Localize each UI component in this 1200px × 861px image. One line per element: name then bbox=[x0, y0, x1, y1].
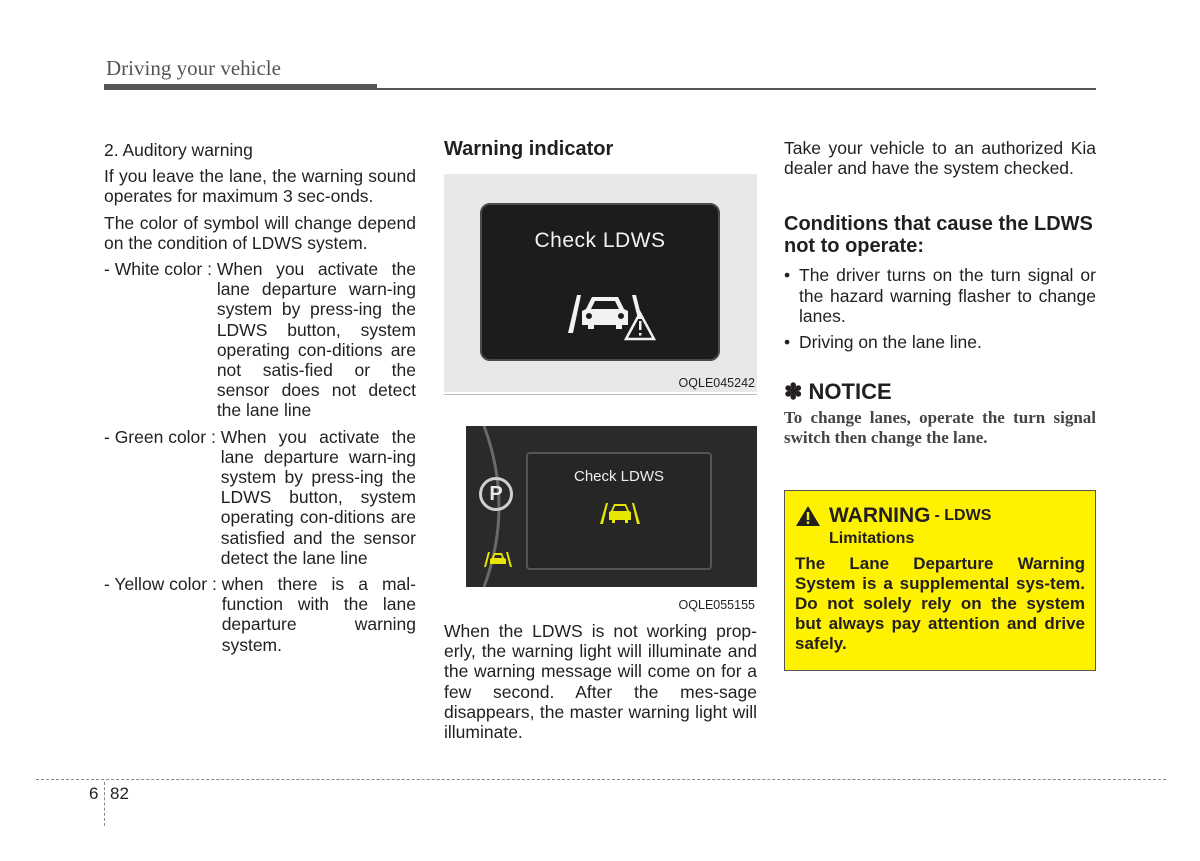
column-right bbox=[784, 138, 1096, 448]
cluster-panel bbox=[466, 426, 757, 587]
cluster-message: Check LDWS bbox=[573, 468, 665, 485]
color-label: - Yellow color : bbox=[104, 574, 222, 595]
small-lane-icon bbox=[483, 550, 513, 568]
color-label: - White color : bbox=[104, 259, 217, 280]
figure-cluster-display bbox=[444, 174, 757, 392]
lane-departure-warning-icon bbox=[598, 500, 642, 526]
auditory-title: 2. Auditory warning bbox=[104, 140, 253, 160]
color-label: - Green color : bbox=[104, 426, 221, 447]
column-middle bbox=[444, 138, 757, 168]
bullet-dot: • bbox=[784, 265, 791, 286]
figure-code: OQLE055155 bbox=[678, 598, 755, 612]
bullet-item bbox=[784, 332, 1096, 352]
color-row-yellow bbox=[104, 574, 416, 655]
color-desc: When you activate the lane departure warn-ing system by press-ing the LDWS button, system operating con-ditions are satisfied and the sensor detect the lane line bbox=[220, 426, 416, 568]
warning-triangle-icon bbox=[795, 505, 821, 527]
bullet-text: The driver turns on the turn signal or the hazard warning flasher to change lanes. bbox=[799, 265, 1096, 326]
lcd-screen bbox=[480, 203, 720, 361]
color-desc: When you activate the lane departure warn-ing system by press-ing the LDWS button, system operating con-ditions are not satis-fied or the sensor does not detect the lane line bbox=[216, 259, 416, 421]
color-row-green bbox=[104, 427, 416, 568]
auditory-text: If you leave the lane, the warning sound operates for maximum 3 sec-onds. bbox=[104, 166, 416, 207]
color-row-white bbox=[104, 259, 416, 421]
notice-text: To change lanes, operate the turn signal switch then change the lane. bbox=[784, 408, 1096, 448]
notice-title: ✽ NOTICE bbox=[784, 379, 892, 405]
warning-subtitle: Limitations bbox=[829, 530, 915, 547]
conditions-title: Conditions that cause the LDWS not to operate: bbox=[784, 213, 1093, 258]
header-rule-thin bbox=[377, 88, 1096, 90]
footer-rule bbox=[36, 779, 1166, 780]
bullet-item bbox=[784, 265, 1096, 326]
figure-code: OQLE045242 bbox=[678, 376, 755, 390]
figure-instrument-cluster bbox=[444, 394, 757, 617]
symbol-text: The color of symbol will change depend on the condition of LDWS system. bbox=[104, 212, 416, 253]
color-desc: when there is a mal-function with the lane departure warning system. bbox=[221, 574, 416, 655]
indicator-body-block bbox=[444, 621, 757, 742]
gear-indicator-icon: P bbox=[479, 477, 513, 511]
chapter-number: 6 bbox=[89, 784, 99, 803]
lcd-message: Check LDWS bbox=[534, 229, 666, 252]
indicator-body: When the LDWS is not working prop-erly, the warning light will illuminate and the warning message will come on for a few second. After the mes-sage disappears, the master warning light will illuminate. bbox=[444, 621, 757, 743]
bullet-dot: • bbox=[784, 332, 791, 353]
warning-indicator-title: Warning indicator bbox=[444, 138, 614, 160]
warning-box bbox=[784, 490, 1096, 671]
cluster-screen bbox=[526, 452, 712, 570]
lane-departure-warning-icon bbox=[560, 289, 656, 341]
warning-word: WARNING bbox=[829, 504, 931, 527]
warning-body: The Lane Departure Warning System is a supplemental sys-tem. Do not solely rely on the system but always pay attention and drive safely. bbox=[795, 554, 1085, 653]
warning-subject: - LDWS bbox=[934, 507, 992, 524]
header-title: Driving your vehicle bbox=[106, 56, 281, 80]
warning-header bbox=[795, 504, 1085, 528]
bullet-text: Driving on the lane line. bbox=[799, 332, 982, 353]
intro-text: Take your vehicle to an authorized Kia dealer and have the system checked. bbox=[784, 138, 1096, 179]
column-left bbox=[104, 140, 416, 661]
footer-divider bbox=[104, 782, 105, 826]
header-rule-thick bbox=[104, 84, 377, 90]
page-number: 82 bbox=[110, 784, 129, 803]
